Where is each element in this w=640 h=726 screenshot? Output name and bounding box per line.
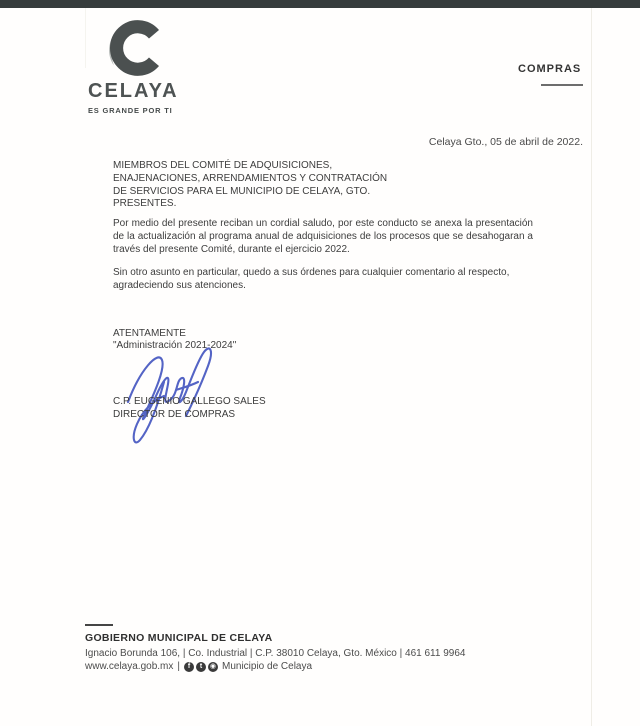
signer-block xyxy=(113,396,266,421)
celaya-c-logo-icon xyxy=(102,18,166,78)
page-edge-line xyxy=(591,8,592,726)
footer-address-line: Ignacio Borunda 106, | Co. Industrial | C.P. 38010 Celaya, Gto. México | 461 611 9964 xyxy=(85,648,466,659)
instagram-icon: ◉ xyxy=(209,662,217,670)
body-paragraph: Sin otro asunto en particular, quedo a sus órdenes para cualquier comentario al respecto, agradeciendo sus atenciones. xyxy=(113,267,510,291)
page-edge-line xyxy=(85,8,86,68)
recipient-line: DE SERVICIOS PARA EL MUNICIPIO DE CELAYA, GTO. xyxy=(113,185,371,197)
celaya-logo xyxy=(88,18,208,115)
footer-org-name: GOBIERNO MUNICIPAL DE CELAYA xyxy=(85,632,273,644)
signer-title: DIRECTOR DE COMPRAS xyxy=(113,408,236,420)
recipient-line: ENAJENACIONES, ARRENDAMIENTOS Y CONTRATACIÓN xyxy=(113,172,388,184)
twitter-icon: t xyxy=(196,662,206,672)
body-paragraph: Por medio del presente reciban un cordial saludo, por este conducto se anexa la presentación de la actualización al programa anual de adquisiciones de los procesos que se desahogaran a través del presente Comité, durante el ejercicio 2022. xyxy=(113,218,533,255)
logo-tagline: ES GRANDE POR TI xyxy=(88,106,173,115)
recipient-line: MIEMBROS DEL COMITÉ DE ADQUISICIONES, xyxy=(113,160,333,171)
administration-line: "Administración 2021-2024" xyxy=(113,340,237,351)
signer-name: C.P. EUGENIO GALLEGO SALES xyxy=(113,396,266,407)
facebook-icon: f xyxy=(184,662,194,672)
logo-wordmark: CELAYA xyxy=(88,80,179,102)
social-icons-row xyxy=(184,662,218,672)
recipient-line: PRESENTES. xyxy=(113,198,177,210)
department-title: COMPRAS xyxy=(518,63,582,75)
footer-separator: | xyxy=(177,661,180,672)
recipient-block xyxy=(113,160,387,211)
closing-salutation: ATENTAMENTE xyxy=(113,328,186,339)
department-underline xyxy=(541,84,583,86)
footer-rule xyxy=(85,624,113,626)
dateline: Celaya Gto., 05 de abril de 2022. xyxy=(428,136,583,148)
footer-social-caption: Municipio de Celaya xyxy=(221,661,313,672)
footer-social-line xyxy=(85,661,312,672)
footer-website: www.celaya.gob.mx xyxy=(85,661,174,672)
scan-top-bar xyxy=(0,0,640,8)
